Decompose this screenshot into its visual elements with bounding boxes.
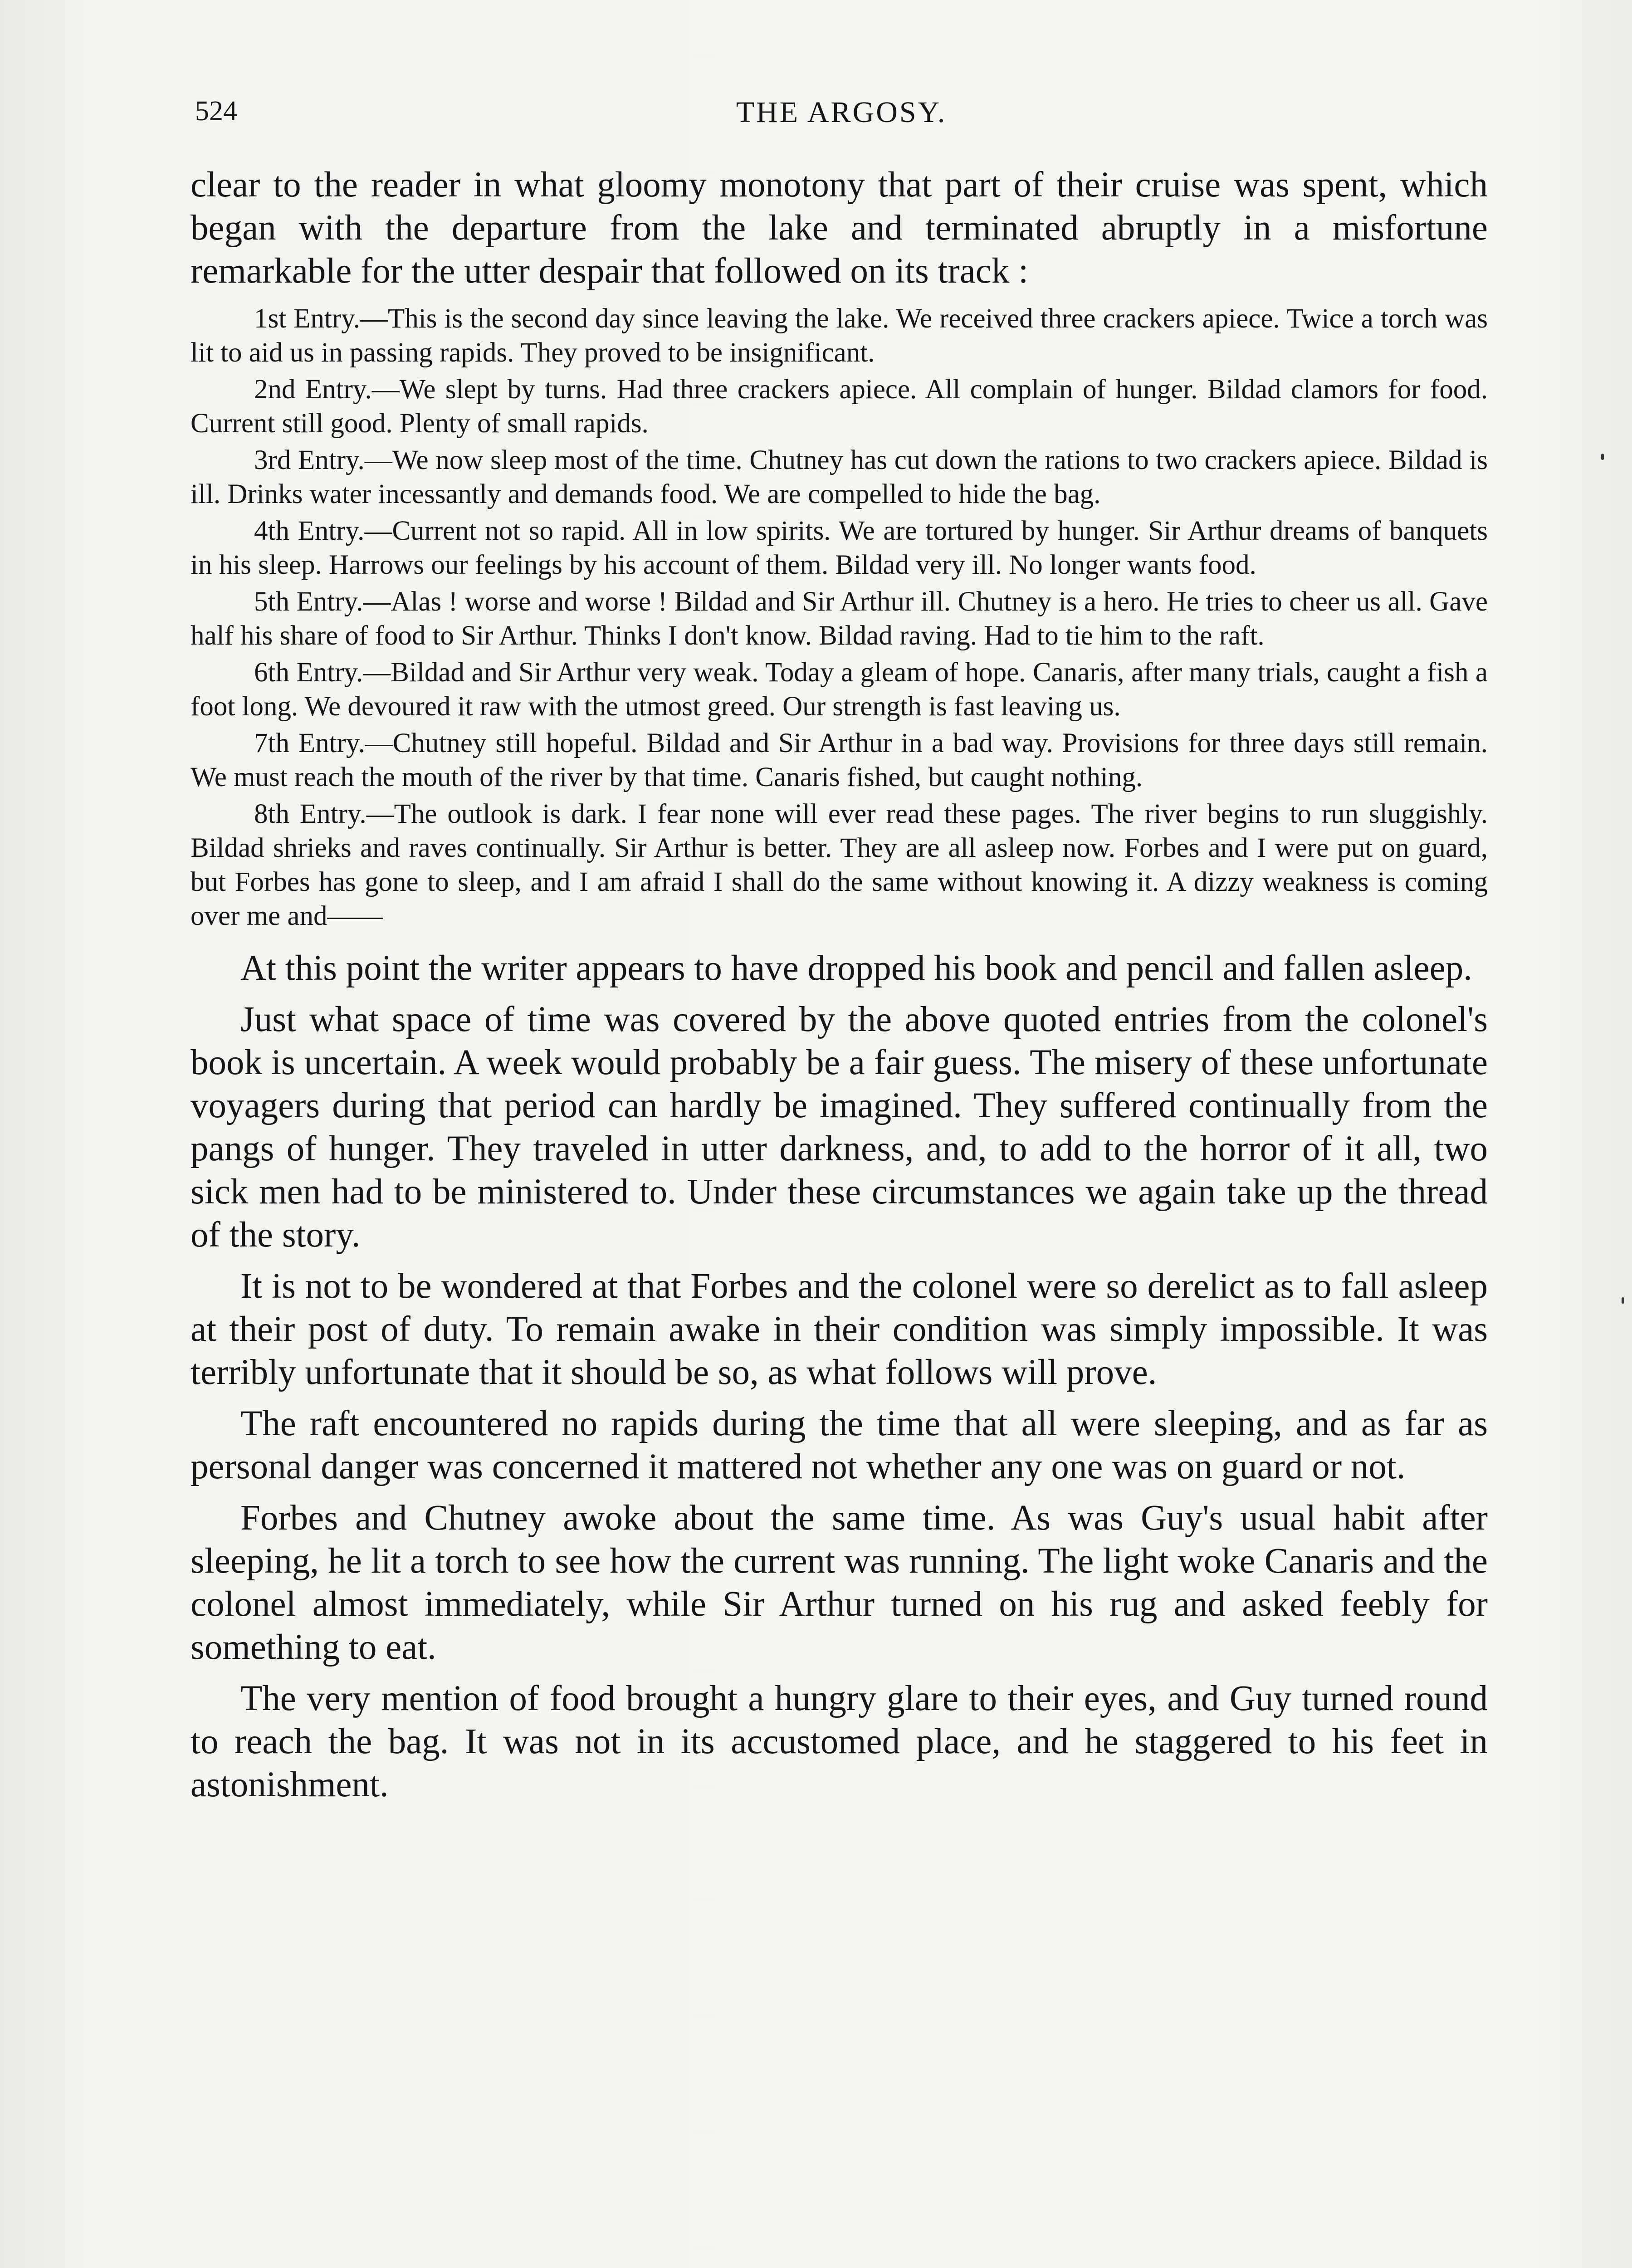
print-speck xyxy=(1601,454,1604,460)
lead-paragraph: clear to the reader in what gloomy monotony that part of their cruise was spent, which began with the departure from the lake and terminated abruptly in a misfortune remarkable for the utter despair that followed on its track : xyxy=(191,165,1488,291)
journal-entry-5: 5th Entry.—Alas ! worse and worse ! Bildad and Sir Arthur ill. Chutney is a hero. He tries to cheer us all. Gave half his share of food to Sir Arthur. Thinks I don't know. Bildad raving. Had to tie him to the raft. xyxy=(191,587,1488,651)
paragraph-4: The raft encountered no rapids during the time that all were sleeping, and as far as personal danger was concerned it mattered not whether any one was on guard or not. xyxy=(191,1404,1488,1486)
journal-entry-4: 4th Entry.—Current not so rapid. All in low spirits. We are tortured by hunger. Sir Arthur dreams of banquets in his sleep. Harrows our feelings by his account of them. Bildad very ill. No longer wants food. xyxy=(191,516,1488,580)
page-header xyxy=(195,86,1488,132)
running-head: THE ARGOSY. xyxy=(736,96,947,129)
journal-entry-1: 1st Entry.—This is the second day since leaving the lake. We received three crackers apiece. Twice a torch was lit to aid us in passing rapids. They proved to be insignificant. xyxy=(191,303,1488,368)
paragraph-3: It is not to be wondered at that Forbes and the colonel were so derelict as to fall asleep at their post of duty. To remain awake in their condition was simply impossible. It was terribly unfortunate that it should be so, as what follows will prove. xyxy=(191,1266,1488,1392)
journal-entries xyxy=(191,302,1488,933)
print-speck xyxy=(1622,1297,1624,1304)
journal-entry-3: 3rd Entry.—We now sleep most of the time. Chutney has cut down the rations to two crackers apiece. Bildad is ill. Drinks water incessantly and demands food. We are compelled to hide the bag. xyxy=(191,445,1488,509)
paragraph-2: Just what space of time was covered by the above quoted entries from the colonel's book is uncertain. A week would probably be a fair guess. The misery of these unfortunate voyagers during that period can hardly be imagined. They suffered continually from the pangs of hunger. They traveled in utter darkness, and, to add to the horror of it all, two sick men had to be ministered to. Under these circumstances we again take up the thread of the story. xyxy=(191,1000,1488,1255)
journal-entry-7: 7th Entry.—Chutney still hopeful. Bildad and Sir Arthur in a bad way. Provisions for three days still remain. We must reach the mouth of the river by that time. Canaris fished, but caught nothing. xyxy=(191,728,1488,792)
article-body xyxy=(191,163,1488,1814)
paragraph-5: Forbes and Chutney awoke about the same time. As was Guy's usual habit after sleeping, he lit a torch to see how the current was running. The light woke Canaris and the colonel almost immediately, while Sir Arthur turned on his rug and asked feebly for something to eat. xyxy=(191,1498,1488,1667)
journal-entry-8: 8th Entry.—The outlook is dark. I fear none will ever read these pages. The river begins to run sluggishly. Bildad shrieks and raves continually. Sir Arthur is better. They are all asleep now. Forbes and I were put on guard, but Forbes has gone to sleep, and I am afraid I shall do the same without knowing it. A dizzy weakness is coming over me and—— xyxy=(191,799,1488,931)
paragraph-6: The very mention of food brought a hungry glare to their eyes, and Guy turned round to reach the bag. It was not in its accustomed place, and he staggered to his feet in astonishment. xyxy=(191,1679,1488,1804)
page-number: 524 xyxy=(195,96,237,127)
journal-entry-6: 6th Entry.—Bildad and Sir Arthur very weak. Today a gleam of hope. Canaris, after many trials, caught a fish a foot long. We devoured it raw with the utmost greed. Our strength is fast leaving us. xyxy=(191,657,1488,722)
journal-entry-2: 2nd Entry.—We slept by turns. Had three crackers apiece. All complain of hunger. Bildad clamors for food. Current still good. Plenty of small rapids. xyxy=(191,374,1488,439)
paragraph-1: At this point the writer appears to have dropped his book and pencil and fallen asleep. xyxy=(240,948,1472,988)
